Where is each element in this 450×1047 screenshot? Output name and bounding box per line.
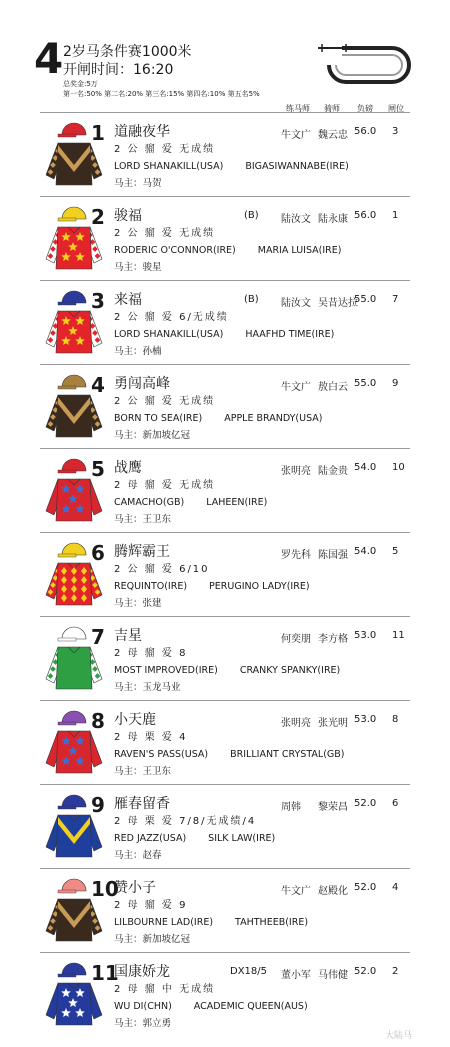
jockey: 张光明 (318, 718, 348, 729)
owner: 马主：新加坡亿冠 (114, 934, 191, 945)
pedigree (114, 832, 275, 845)
sire: MOST IMPROVED(IRE) (114, 665, 218, 676)
horse-info: 2 母 栗 爱 7/8/无成绩/4 (114, 816, 257, 827)
prize-money: 总奖金:5万 (63, 80, 98, 88)
sire: LILBOURNE LAD(IRE) (114, 917, 214, 928)
trainer: 周韩 (281, 802, 301, 813)
jockey: 陆金贵 (318, 466, 348, 477)
weight: 53.0 (354, 714, 377, 725)
pedigree (114, 412, 323, 425)
jockey: 陈国强 (318, 550, 348, 561)
jockey: 魏云忠 (318, 130, 348, 141)
col-jockey: 骑师 (324, 104, 340, 113)
horse-info: 2 母 栗 爱 4 (114, 732, 188, 743)
draw: 1 (392, 210, 399, 221)
owner: 马主：马贺 (114, 178, 162, 189)
trainer: 陆汝文 (281, 214, 311, 225)
dam: LAHEEN(IRE) (206, 497, 268, 508)
pedigree (114, 328, 334, 341)
runner-number: 8 (91, 709, 105, 733)
runner-number: 4 (91, 373, 105, 397)
owner: 马主：张建 (114, 598, 162, 609)
runner-number: 3 (91, 289, 105, 313)
sire: LORD SHANAKILL(USA) (114, 329, 224, 340)
weight: 53.0 (354, 630, 377, 641)
jockey: 陆永康 (318, 214, 348, 225)
draw: 9 (392, 378, 399, 389)
runner-row (40, 280, 410, 365)
draw: 2 (392, 966, 399, 977)
runner-row (40, 196, 410, 281)
owner: 马主：王卫东 (114, 766, 172, 777)
watermark: 大陆马 (385, 1031, 413, 1041)
sire: RODERIC O'CONNOR(IRE) (114, 245, 236, 256)
horse-name: 吉星 (114, 628, 142, 644)
race-title: 2岁马条件赛1000米 (63, 44, 192, 60)
pedigree (114, 244, 341, 257)
dam: PERUGINO LADY(IRE) (209, 581, 310, 592)
pedigree (114, 160, 349, 173)
gear-note: (B) (244, 294, 259, 305)
horse-info: 2 公 骝 爱 无成绩 (114, 144, 216, 155)
weight: 54.0 (354, 546, 377, 557)
jockey: 敖白云 (318, 382, 348, 393)
horse-name: 战鹰 (114, 460, 142, 476)
draw: 8 (392, 714, 399, 725)
col-trainer: 练马师 (286, 104, 310, 113)
owner: 马主：郭立勇 (114, 1018, 172, 1029)
horse-name: 国康娇龙 (114, 964, 170, 980)
dam: BRILLIANT CRYSTAL(GB) (230, 749, 345, 760)
runner-row (40, 784, 410, 869)
runner-row (40, 532, 410, 617)
draw: 7 (392, 294, 399, 305)
weight: 52.0 (354, 798, 377, 809)
horse-name: 道融夜华 (114, 124, 170, 140)
dam: MARIA LUISA(IRE) (257, 245, 342, 256)
sire: CAMACHO(GB) (114, 497, 185, 508)
runner-number: 9 (91, 793, 105, 817)
sire: BORN TO SEA(IRE) (114, 413, 203, 424)
sire: RAVEN'S PASS(USA) (114, 749, 209, 760)
runner-number: 7 (91, 625, 105, 649)
dam: TAHTHEEB(IRE) (235, 917, 309, 928)
pedigree (114, 748, 344, 761)
dam: CRANKY SPANKY(IRE) (239, 665, 341, 676)
owner: 马主：新加坡亿冠 (114, 430, 191, 441)
dam: BIGASIWANNABE(IRE) (245, 161, 349, 172)
col-draw: 闸位 (388, 104, 404, 113)
trainer: 罗先科 (281, 550, 311, 561)
horse-info: 2 公 骝 爱 无成绩 (114, 396, 216, 407)
pedigree (114, 916, 308, 929)
jockey: 黎荣昌 (318, 802, 348, 813)
horse-name: 赞小子 (114, 880, 156, 896)
draw: 10 (392, 462, 405, 473)
runner-number: 11 (91, 961, 119, 985)
weight: 56.0 (354, 126, 377, 137)
owner: 马主：骏星 (114, 262, 162, 273)
weight: 54.0 (354, 462, 377, 473)
pedigree (114, 580, 310, 593)
jockey: 马伟健 (318, 970, 348, 981)
runner-number: 1 (91, 121, 105, 145)
sire: REQUINTO(IRE) (114, 581, 188, 592)
owner: 马主：玉龙马业 (114, 682, 181, 693)
weight: 52.0 (354, 966, 377, 977)
weight: 55.0 (354, 294, 377, 305)
horse-info: 2 公 骝 爱 无成绩 (114, 228, 216, 239)
weight: 52.0 (354, 882, 377, 893)
trainer: 张明亮 (281, 466, 311, 477)
trainer: 张明亮 (281, 718, 311, 729)
runner-row (40, 952, 410, 1037)
dam: SILK LAW(IRE) (208, 833, 276, 844)
jockey: 吴昔达拉 (318, 298, 358, 309)
dam: APPLE BRANDY(USA) (224, 413, 323, 424)
draw: 4 (392, 882, 399, 893)
runner-number: 5 (91, 457, 105, 481)
horse-info: 2 公 骝 爱 6/10 (114, 564, 210, 575)
weight: 56.0 (354, 210, 377, 221)
trainer: 何奕朋 (281, 634, 311, 645)
owner: 马主：王卫东 (114, 514, 172, 525)
horse-name: 骏福 (114, 208, 142, 224)
dam: ACADEMIC QUEEN(AUS) (193, 1001, 308, 1012)
sire: WU DI(CHN) (114, 1001, 172, 1012)
draw: 5 (392, 546, 399, 557)
runner-row (40, 448, 410, 533)
trainer: 牛文广 (281, 382, 311, 393)
trainer: 董小军 (281, 970, 311, 981)
prize-split: 第一名:50% 第二名:20% 第三名:15% 第四名:10% 第五名5% (63, 90, 260, 98)
draw: 6 (392, 798, 399, 809)
runner-row (40, 616, 410, 701)
horse-name: 小天鹿 (114, 712, 156, 728)
sire: RED JAZZ(USA) (114, 833, 187, 844)
sire: LORD SHANAKILL(USA) (114, 161, 224, 172)
owner: 马主：赵春 (114, 850, 162, 861)
pedigree (114, 1000, 308, 1013)
dam: HAAFHD TIME(IRE) (245, 329, 335, 340)
gear-note: DX18/5 (230, 966, 268, 977)
horse-name: 雁春留香 (114, 796, 170, 812)
runner-row (40, 364, 410, 449)
runner-row (40, 700, 410, 785)
horse-info: 2 母 骝 爱 8 (114, 648, 188, 659)
trainer: 牛文广 (281, 130, 311, 141)
trainer: 牛文广 (281, 886, 311, 897)
race-number: 4 (34, 34, 64, 83)
col-weight: 负磅 (357, 104, 373, 113)
runner-number: 6 (91, 541, 105, 565)
jockey: 赵殿化 (318, 886, 348, 897)
draw: 3 (392, 126, 399, 137)
track-diagram-icon (310, 42, 414, 88)
pedigree (114, 496, 267, 509)
pedigree (114, 664, 340, 677)
owner: 马主：孙楠 (114, 346, 162, 357)
runner-row (40, 112, 410, 197)
race-header (0, 0, 450, 113)
runner-row (40, 868, 410, 953)
horse-info: 2 母 骝 中 无成绩 (114, 984, 216, 995)
trainer: 陆汝文 (281, 298, 311, 309)
runner-number: 10 (91, 877, 119, 901)
horse-name: 勇闯高峰 (114, 376, 170, 392)
start-time: 开闸时间：16:20 (63, 62, 174, 78)
horse-name: 腾辉霸王 (114, 544, 170, 560)
horse-info: 2 母 骝 爱 无成绩 (114, 480, 216, 491)
horse-info: 2 公 骝 爱 6/无成绩 (114, 312, 229, 323)
draw: 11 (392, 630, 405, 641)
weight: 55.0 (354, 378, 377, 389)
jockey: 李方格 (318, 634, 348, 645)
runner-number: 2 (91, 205, 105, 229)
horse-name: 来福 (114, 292, 142, 308)
gear-note: (B) (244, 210, 259, 221)
horse-info: 2 母 骝 爱 9 (114, 900, 188, 911)
